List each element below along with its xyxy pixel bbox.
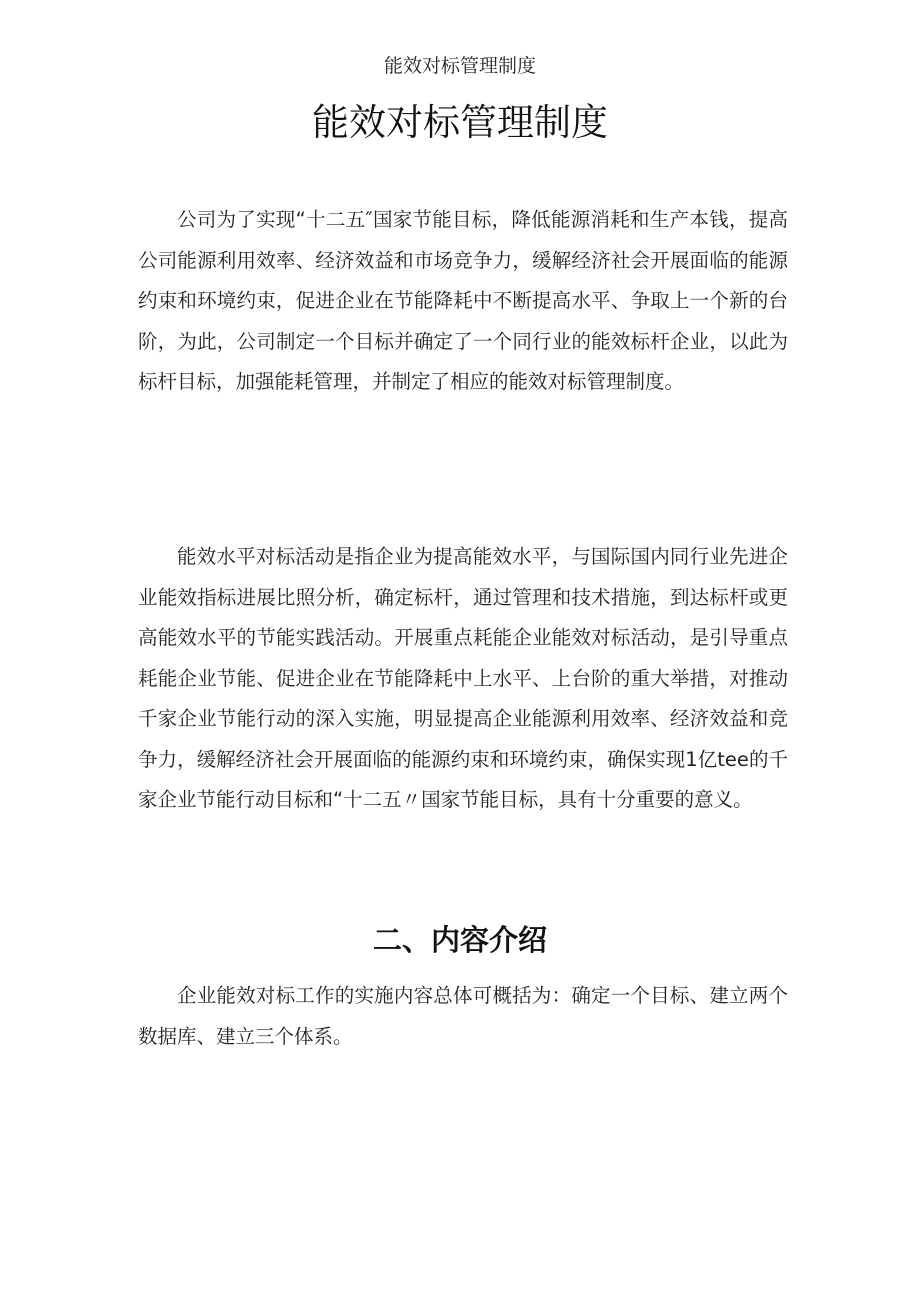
section-paragraph: 企业能效对标工作的实施内容总体可概括为：确定一个目标、建立两个数据库、建立三个体系。 — [138, 984, 788, 1048]
intro-paragraph: 公司为了实现“十二五″国家节能目标，降低能源消耗和生产本钱，提高公司能源利用效率、经济效益和市场竞争力，缓解经济社会开展面临的能源约束和环境约束，促进企业在节能降耗中不断提高水平、争取上一个新的台阶，为此，公司制定一个目标并确定了一个同行业的能效标杆企业，以此为标杆目标，加强能耗管理，并制定了相应的能效对标管理制度。 — [138, 208, 788, 393]
document-title: 能效对标管理制度 — [312, 101, 608, 144]
running-header: 能效对标管理制度 — [383, 55, 536, 77]
benchmarking-paragraph: 能效水平对标活动是指企业为提高能效水平，与国际国内同行业先进企业能效指标进展比照分析，确定标杆，通过管理和技术措施，到达标杆或更高能效水平的节能实践活动。开展重点耗能企业能效对标活动，是引导重点耗能企业节能、促进企业在节能降耗中上水平、上台阶的重大举措，对推动千家企业节能行动的深入实施，明显提高企业能源利用效率、经济效益和竞争力，缓解经济社会开展面临的能源约束和环境约束，确保实现1亿tee的千家企业节能行动目标和“十二五〃国家节能目标，具有十分重要的意义。 — [138, 545, 788, 811]
section-heading: 二、内容介绍 — [372, 923, 547, 957]
